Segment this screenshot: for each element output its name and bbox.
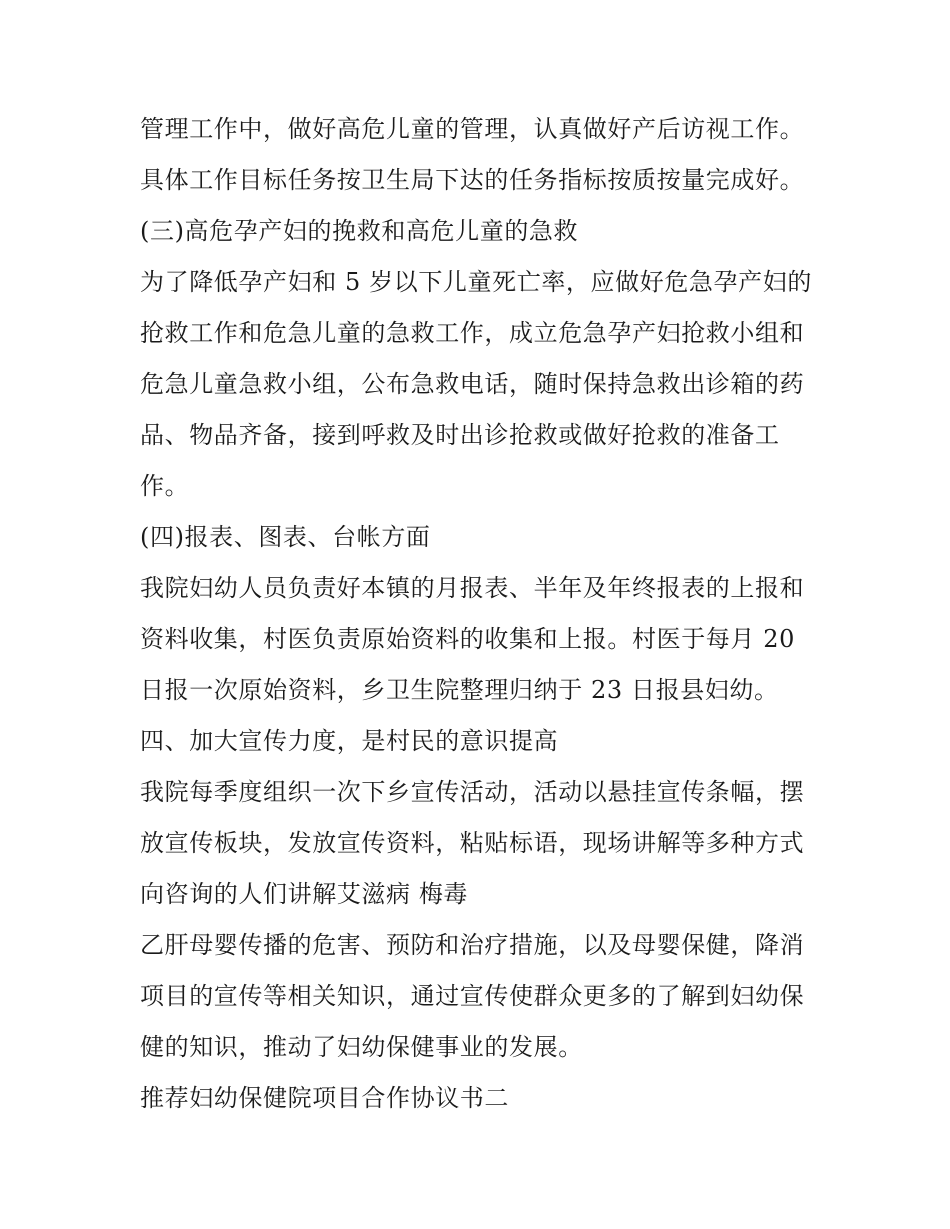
text-line: 管理工作中，做好高危儿童的管理，认真做好产后访视工作。 <box>140 115 805 143</box>
text-line: 我院每季度组织一次下乡宣传活动，活动以悬挂宣传条幅，摆 <box>140 778 805 806</box>
section-heading: (三)高危孕产妇的挽救和高危儿童的急救 <box>140 217 579 245</box>
text-line: 抢救工作和危急儿童的急救工作，成立危急孕产妇抢救小组和 <box>140 319 805 347</box>
text-line: 具体工作目标任务按卫生局下达的任务指标按质按量完成好。 <box>140 166 805 194</box>
document-body <box>140 104 820 1124</box>
section-heading: 四、加大宣传力度，是村民的意识提高 <box>140 727 559 755</box>
section-heading: (四)报表、图表、台帐方面 <box>140 523 431 551</box>
text-line: 作。 <box>140 472 190 500</box>
text-line: 放宣传板块，发放宣传资料，粘贴标语，现场讲解等多种方式 <box>140 829 805 857</box>
text-line: 品、物品齐备，接到呼救及时出诊抢救或做好抢救的准备工 <box>140 421 780 449</box>
text-line: 资料收集，村医负责原始资料的收集和上报。村医于每月 20 <box>140 625 795 653</box>
text-line: 为了降低孕产妇和 5 岁以下儿童死亡率，应做好危急孕产妇的 <box>140 268 812 296</box>
text-line: 危急儿童急救小组，公布急救电话，随时保持急救出诊箱的药 <box>140 370 805 398</box>
text-line: 健的知识，推动了妇幼保健事业的发展。 <box>140 1033 583 1061</box>
text-line: 乙肝母婴传播的危害、预防和治疗措施，以及母婴保健，降消 <box>140 931 805 959</box>
text-line: 日报一次原始资料，乡卫生院整理归纳于 23 日报县妇幼。 <box>140 676 779 704</box>
section-heading: 推荐妇幼保健院项目合作协议书二 <box>140 1084 509 1112</box>
text-line: 我院妇幼人员负责好本镇的月报表、半年及年终报表的上报和 <box>140 574 805 602</box>
text-line: 项目的宣传等相关知识，通过宣传使群众更多的了解到妇幼保 <box>140 982 805 1010</box>
text-line: 向咨询的人们讲解艾滋病 梅毒 <box>140 880 469 908</box>
